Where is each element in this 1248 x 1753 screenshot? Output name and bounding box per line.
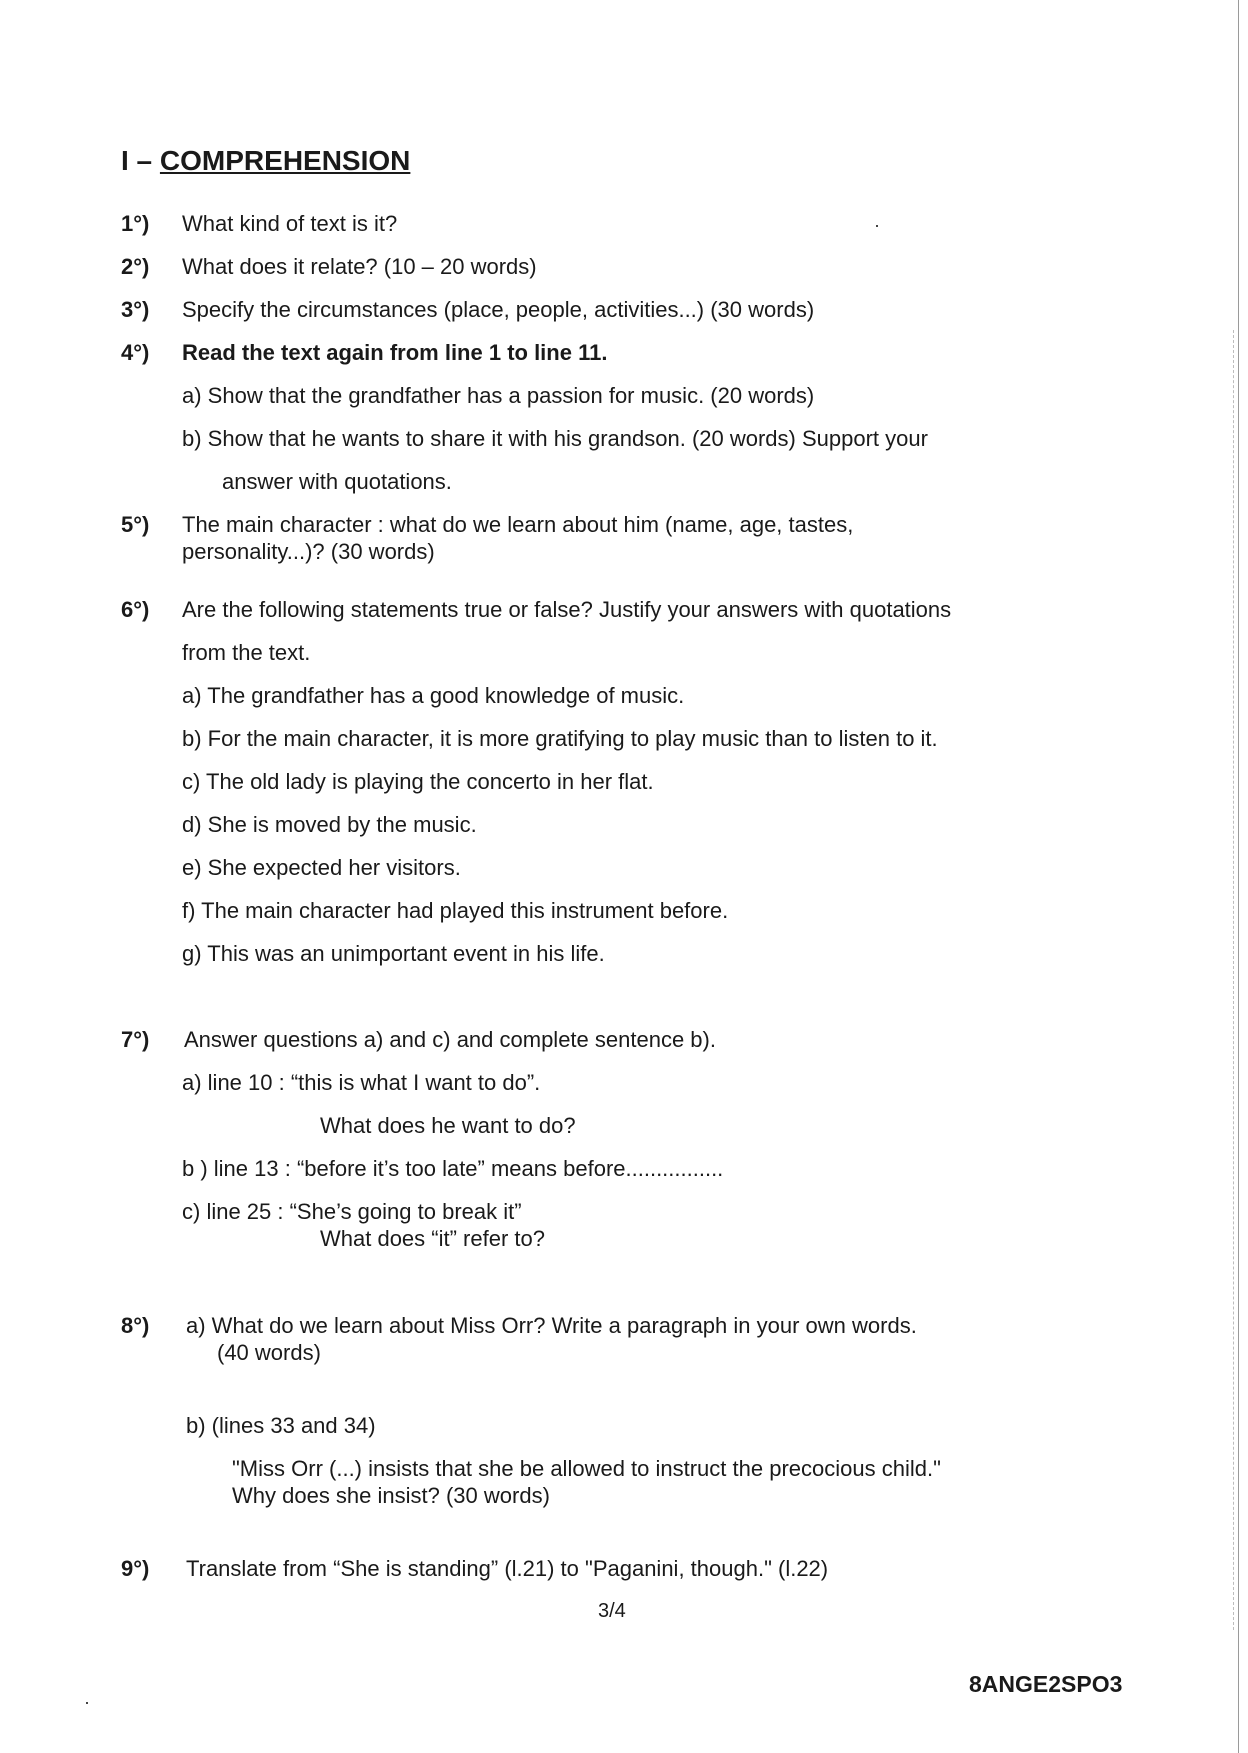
question-number: 5°) bbox=[121, 512, 150, 537]
question-number: 6°) bbox=[121, 597, 150, 622]
sub-question-continuation: What does he want to do? bbox=[320, 1113, 576, 1138]
statement-item: f) The main character had played this instrument before. bbox=[182, 898, 729, 923]
question-number: 7°) bbox=[121, 1027, 150, 1052]
question-number: 1°) bbox=[121, 211, 150, 236]
page-number: 3/4 bbox=[598, 1600, 626, 1622]
sub-question-continuation: (40 words) bbox=[217, 1340, 321, 1365]
stray-mark bbox=[86, 1702, 88, 1704]
question-text-continuation: from the text. bbox=[182, 640, 311, 665]
question-text: Specify the circumstances (place, people, activities...) (30 words) bbox=[182, 297, 815, 322]
question-text: Read the text again from line 1 to line 11. bbox=[182, 340, 608, 365]
stray-mark bbox=[876, 225, 878, 227]
question-text: What kind of text is it? bbox=[182, 211, 398, 236]
statement-item: d) She is moved by the music. bbox=[182, 812, 477, 837]
sub-question-continuation: What does “it” refer to? bbox=[320, 1226, 545, 1251]
question-number: 3°) bbox=[121, 297, 150, 322]
question-text: What does it relate? (10 – 20 words) bbox=[182, 254, 537, 279]
question-text: Answer questions a) and c) and complete sentence b). bbox=[184, 1027, 716, 1052]
sub-question: c) line 25 : “She’s going to break it” bbox=[182, 1199, 522, 1224]
statement-item: e) She expected her visitors. bbox=[182, 855, 461, 880]
page-edge-dashes bbox=[1233, 330, 1235, 1630]
sub-question: a) What do we learn about Miss Orr? Write a paragraph in your own words. bbox=[186, 1313, 917, 1338]
exam-code: 8ANGE2SPO3 bbox=[969, 1671, 1123, 1697]
sub-question: b) Show that he wants to share it with his grandson. (20 words) Support your bbox=[182, 426, 928, 451]
question-text: The main character : what do we learn about him (name, age, tastes, bbox=[182, 512, 854, 537]
sub-question: b ) line 13 : “before it’s too late” means before................ bbox=[182, 1156, 724, 1181]
statement-item: c) The old lady is playing the concerto in her flat. bbox=[182, 769, 654, 794]
page-edge-line bbox=[1238, 0, 1239, 1753]
question-text: Translate from “She is standing” (l.21) to "Paganini, though." (l.22) bbox=[186, 1556, 829, 1581]
question-text-continuation: personality...)? (30 words) bbox=[182, 539, 435, 564]
section-prefix: I – bbox=[121, 145, 160, 176]
question-number: 8°) bbox=[121, 1313, 150, 1338]
question-text: Are the following statements true or false? Justify your answers with quotations bbox=[182, 597, 952, 622]
question-number: 2°) bbox=[121, 254, 150, 279]
sub-question-continuation: answer with quotations. bbox=[222, 469, 452, 494]
question-number: 9°) bbox=[121, 1556, 150, 1581]
section-title: COMPREHENSION bbox=[159, 145, 411, 176]
sub-question: a) line 10 : “this is what I want to do”. bbox=[182, 1070, 541, 1095]
sub-question: b) (lines 33 and 34) bbox=[186, 1413, 376, 1438]
statement-item: a) The grandfather has a good knowledge of music. bbox=[182, 683, 685, 708]
section-heading bbox=[121, 145, 410, 177]
quotation: "Miss Orr (...) insists that she be allowed to instruct the precocious child." bbox=[232, 1456, 941, 1481]
statement-item: g) This was an unimportant event in his life. bbox=[182, 941, 605, 966]
question-number: 4°) bbox=[121, 340, 150, 365]
sub-question: a) Show that the grandfather has a passion for music. (20 words) bbox=[182, 383, 815, 408]
statement-item: b) For the main character, it is more gratifying to play music than to listen to it. bbox=[182, 726, 938, 751]
sub-question-continuation: Why does she insist? (30 words) bbox=[232, 1483, 550, 1508]
